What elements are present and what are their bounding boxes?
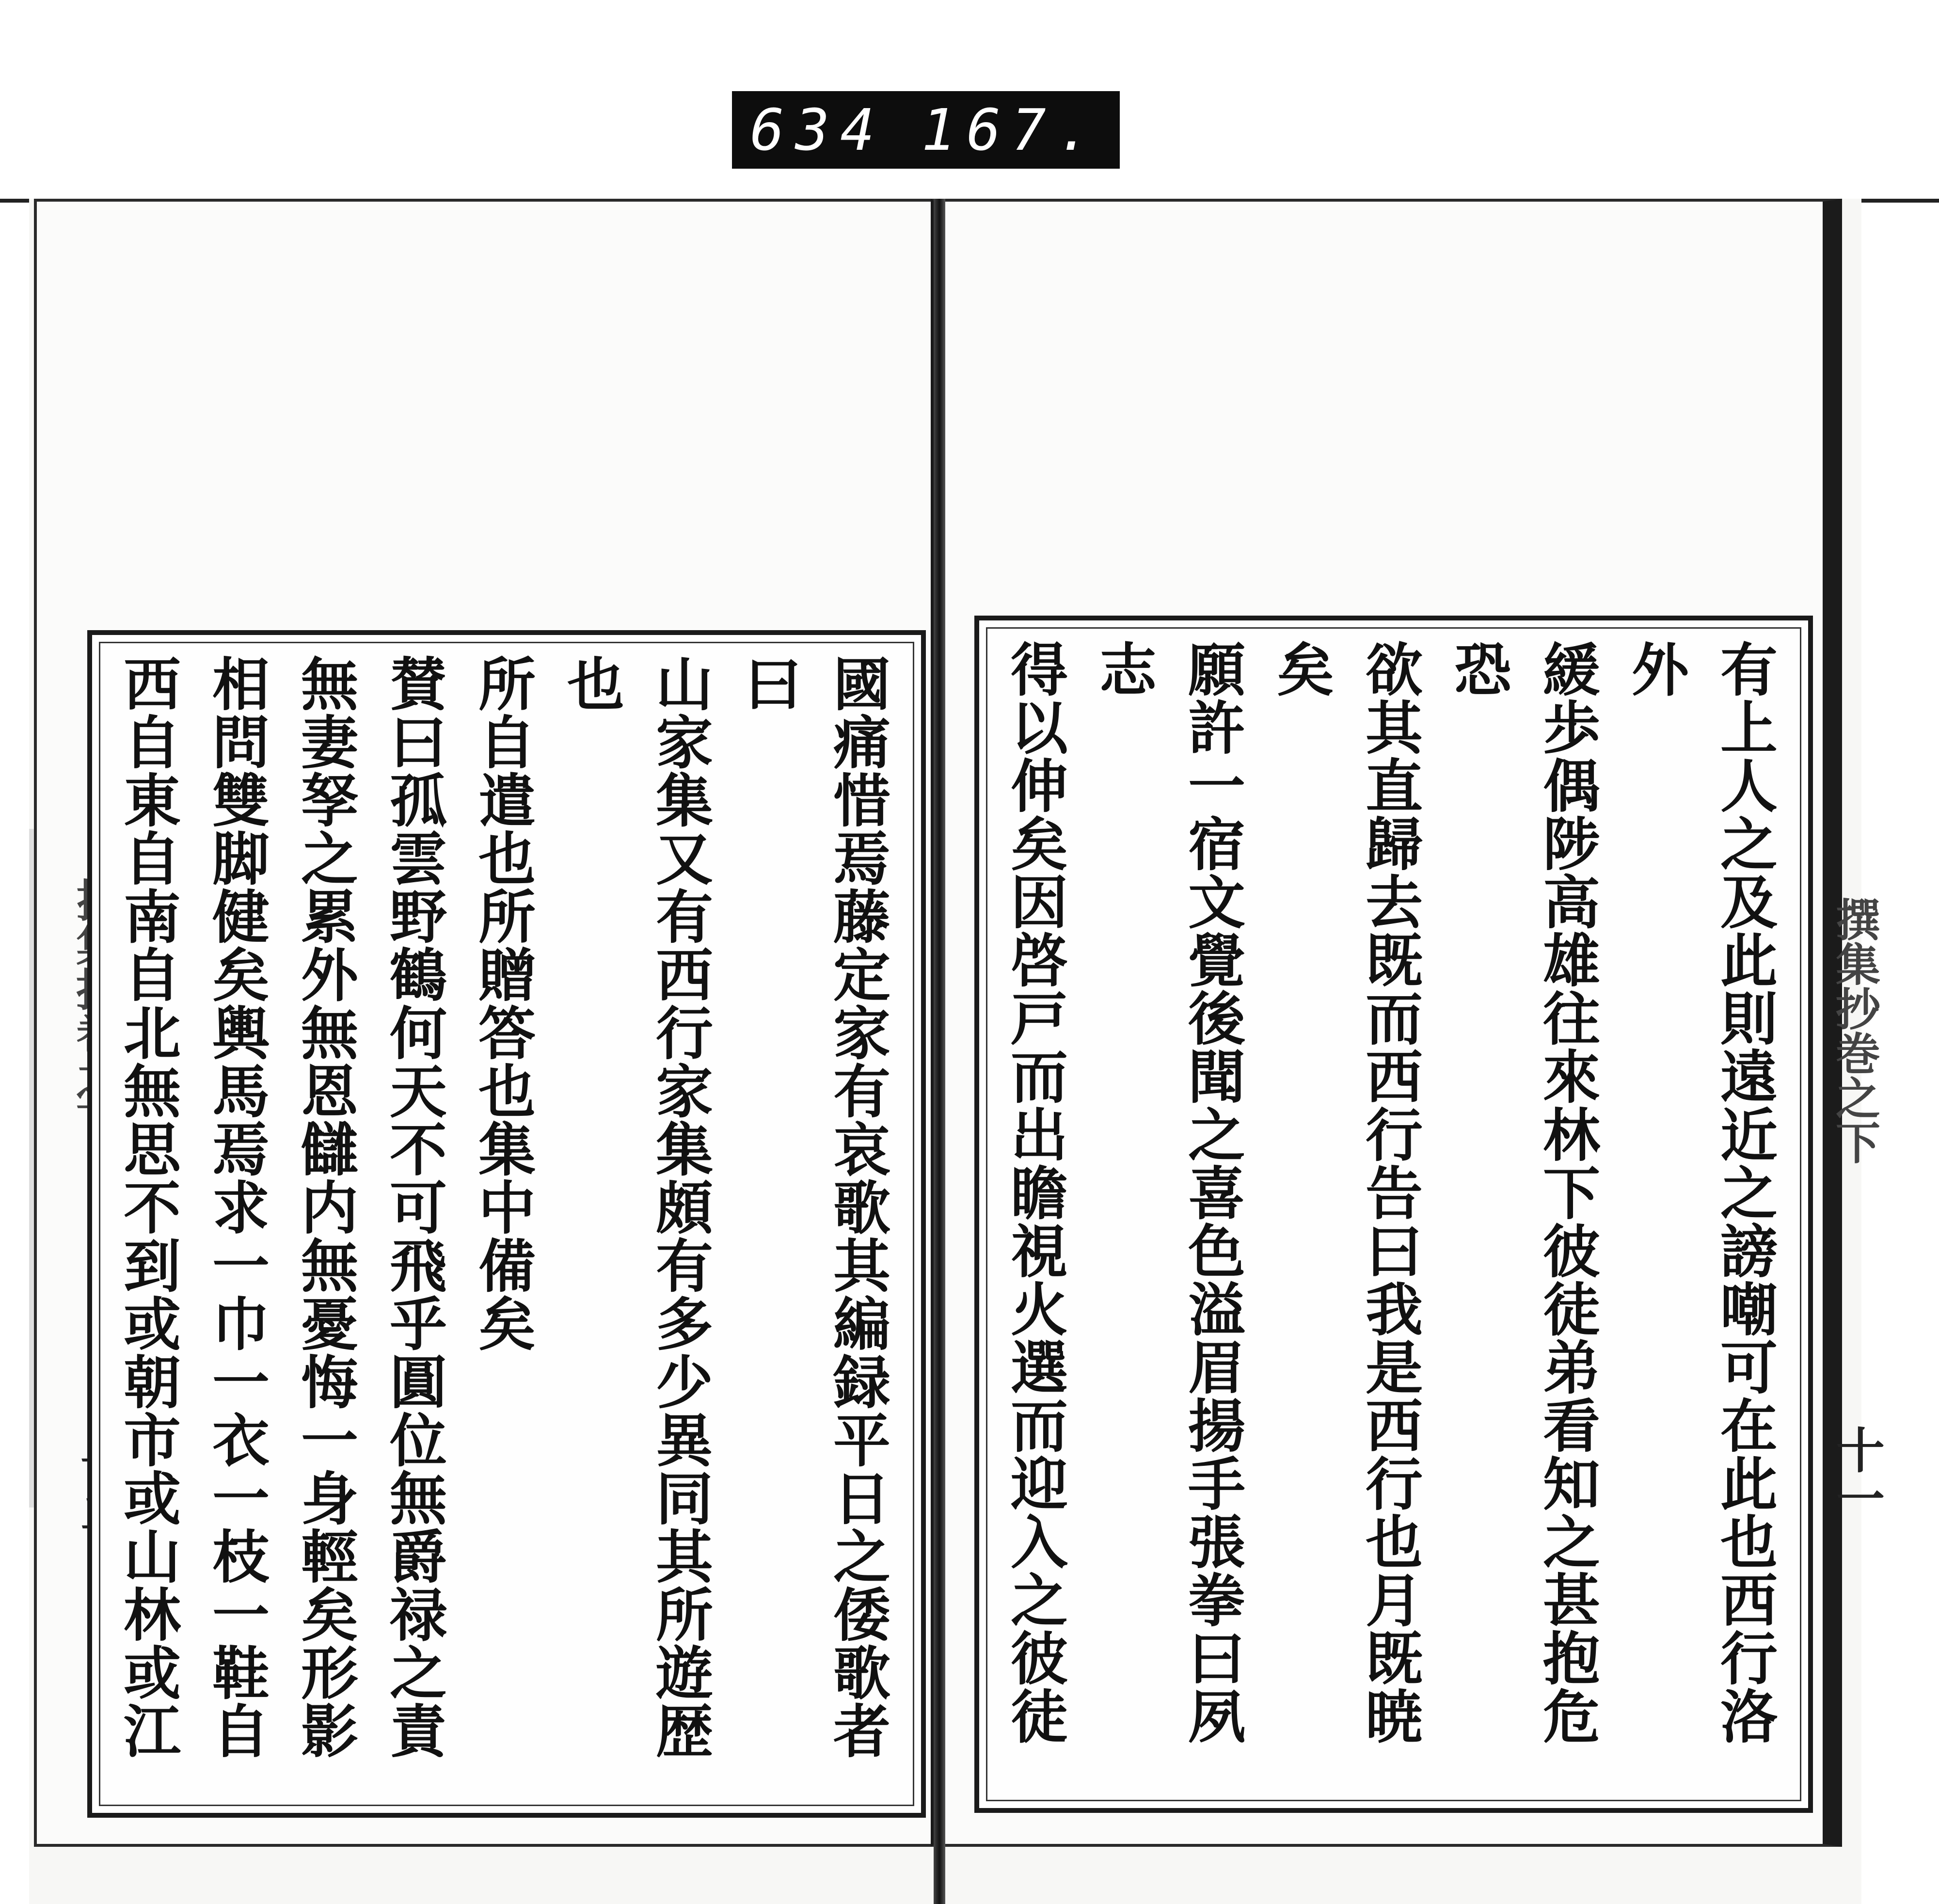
right-text-frame bbox=[974, 616, 1813, 1813]
reel-number: 634 bbox=[750, 96, 886, 163]
text-column: 願許一宿文覺後聞之喜色溢眉揚手張拳曰夙志 bbox=[1090, 640, 1246, 1745]
right-folio: 十一 bbox=[1828, 1425, 1885, 1522]
text-column: 緩歩偶陟高雄往來林下彼徒弟看知之甚抱危恐 bbox=[1445, 640, 1601, 1745]
text-column: 山家集又有西行家集頗有多少異同其所遊歴也 bbox=[557, 654, 714, 1760]
text-column: 得以伸矣因啓戸而出瞻視火選而迎入之彼徒 bbox=[1001, 640, 1068, 1745]
microfilm-frame-label bbox=[732, 91, 1120, 169]
book-gutter bbox=[934, 199, 945, 1904]
book-spread bbox=[29, 199, 1885, 1904]
text-column: 西自東自南自北無思不到或朝市或山林或江 bbox=[114, 654, 181, 1760]
text-column: 無妻孥之累外無恩讎内無憂悔一身輕矣形影 bbox=[291, 654, 359, 1760]
text-column: 有上人之及此則遠近之謗嘲可在此也西行洛外 bbox=[1622, 640, 1778, 1745]
text-column: 欲其直歸去既而西行告曰我是西行也月既暁矣 bbox=[1267, 640, 1423, 1745]
text-column: 國痛惜焉藤定家有哀歌其編録平日之倭歌者曰 bbox=[735, 654, 891, 1760]
text-column: 所自遣也所贈答也集中備矣 bbox=[469, 654, 536, 1352]
frame-number: 167. bbox=[921, 96, 1102, 163]
left-text-block bbox=[111, 654, 902, 1793]
right-text-block bbox=[999, 640, 1789, 1789]
left-text-frame bbox=[87, 630, 926, 1818]
right-running-title: 撰集抄巻之下 bbox=[1828, 897, 1881, 1164]
text-column: 相問雙脚健矣輿馬焉求一巾一衣一枝一鞋自 bbox=[203, 654, 270, 1760]
text-column: 賛曰孤雲野鶴何天不可飛乎圓位無爵禄之責 bbox=[380, 654, 447, 1760]
